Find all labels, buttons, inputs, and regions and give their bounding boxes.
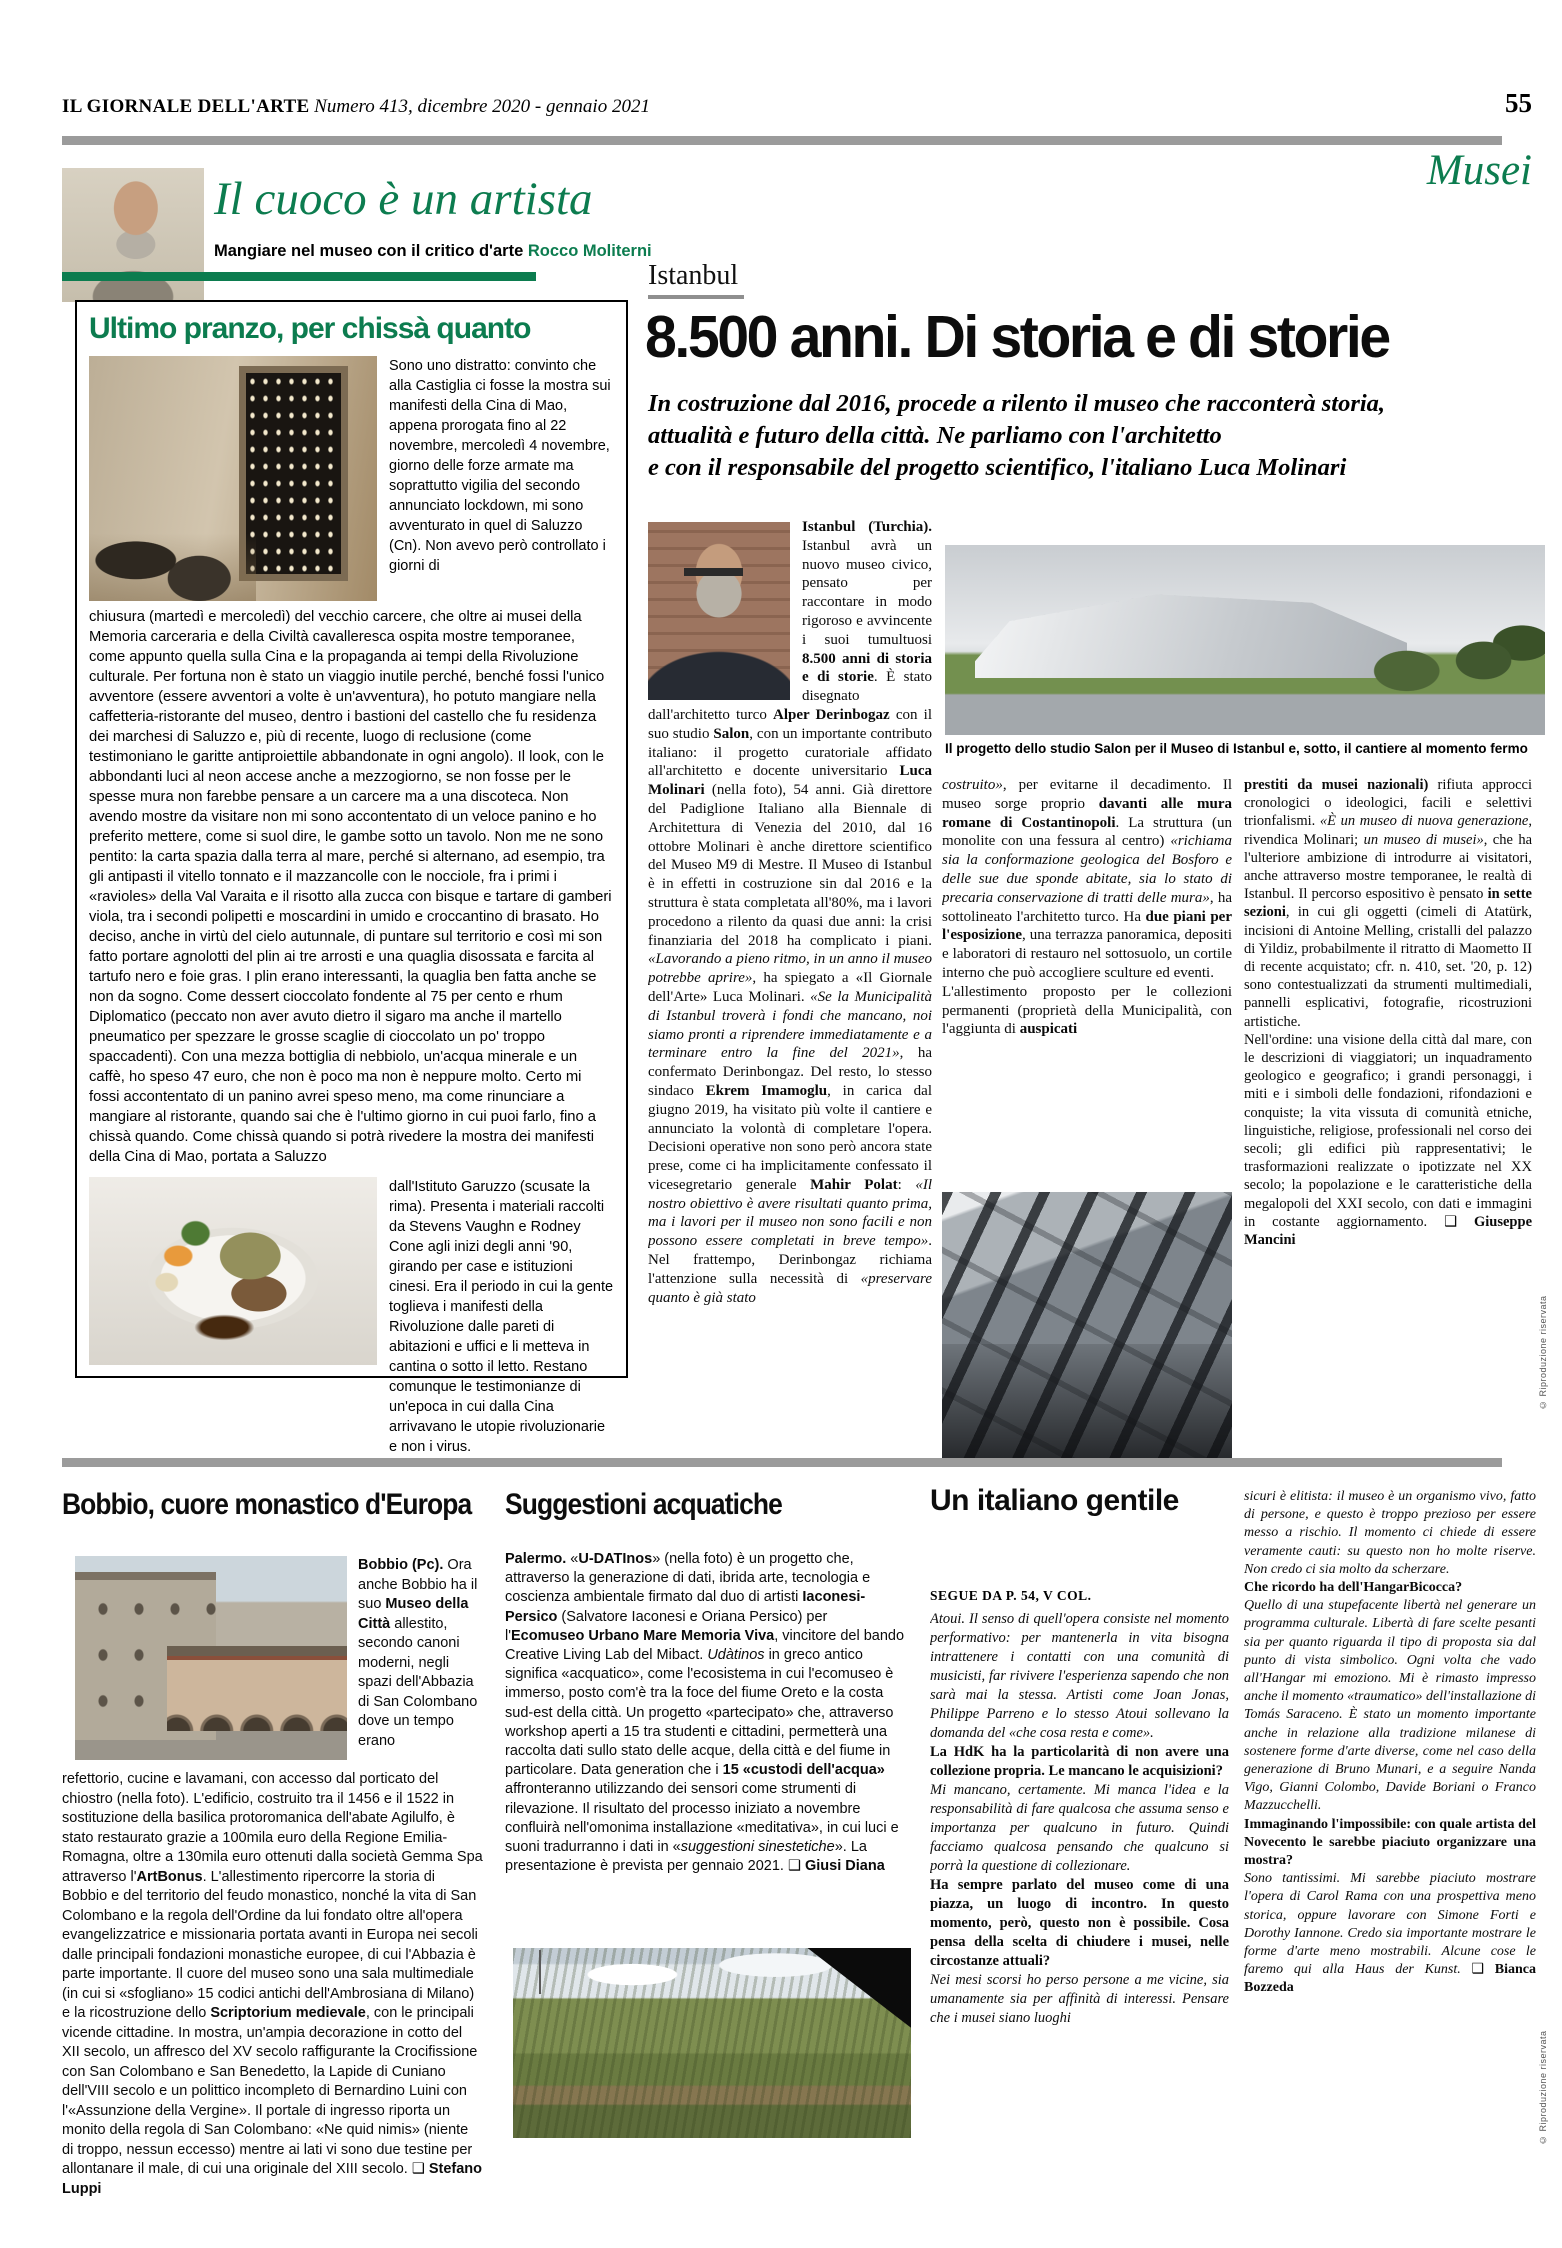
article-bottom-row	[89, 1177, 614, 1457]
bobbio-intro: Bobbio (Pc). Ora anche Bobbio ha il suo Museo della Città allestito, secondo canoni moderni, negli spazi dell'Abbazia di San Colombano dove un tempo erano	[358, 1557, 478, 1749]
copyright-notice: © Riproduzione riservata	[1538, 2030, 1548, 2145]
article-body: chiusura (martedì e mercoledì) del vecchio carcere, che oltre ai musei della Memoria carceraria e della Civiltà cavalleresca ospita mostre temporanee, come appunto quella sulla Cina e la propaganda ai tempi della Rivoluzione culturale. Per fortuna non è stato un viaggio inutile perché, benché fossi l'unico avventore (essere avventori a volte è un'avventura), ho potuto mangiare nella caffetteria-ristorante del museo, dentro i bastioni del castello che fu residenza dei marchesi di Saluzzo e, più di recente, luogo di reclusione (come testimoniano le garitte antiproiettile abbandonate in ogni angolo). Il look, con le abbondanti luci al neon accese anche a mezzogiorno, se non fosse per le spesse mura non farebbe pensare a un carcere ma a una discoteca. Non avendo mostre da visitare non mi sono accontentato di un veloce panino e ho preferito mettere, come si suol dire, le gambe sotto un tavolo. Non me ne sono pentito: la carta spazia dalla terra al mare, perché si alternano, ad esempio, tra gli antipasti il vitello tonnato e il mazzancolle con le nocciole, fra i primi i «ravioles» della Val Varaita e il risotto alla zucca con bisque e tartare di gamberi viola, tra i secondi polipetti e moscardini in umido e croccantino di brasato. Ho deciso, anche in virtù del cielo autunnale, di puntare sul territorio e così mi son fatto portare agnolotti del plin ai tre arrosti e una quaglia disossata e farcita al tartufo nero e foie gras. I plin erano interessanti, la quaglia ben fatta anche se non da sogno. Come dessert cioccolato fondente al 75 per cento e rhum Diplomatico (peccato non aver avuto dietro il sigaro ma anche il martello pneumatico per spezzare le grosse scaglie di cioccolato un po' troppo spaccadenti). Con una mezza bottiglia di nebbiolo, un'acqua minerale e un caffè, ho speso 47 euro, che non è poco ma non è neppure molto. Certo mi fossi accontentato di un panino avrei speso meno, ma come rinunciare a mangiare al ristorante, quando sai che è l'ultimo giorno in cui puoi farlo, fino a chissà quando. Come chissà quando si potrà rivedere la mostra dei manifesti della Cina di Mao, portata a Saluzzo	[89, 609, 612, 1165]
luca-molinari-photo	[648, 522, 790, 700]
bobbio-body: refettorio, cucine e lavamani, con accesso dal porticato del chiostro (nella foto). L'edificio, costruito tra il 1456 e il 1522 in sostituzione della basilica protoromanica dell'abate Agilulfo, è stato restaurato grazie a 100mila euro della Regione Emilia-Romagna, oltre a 130mila euro ottenuti dalla società Gemma Spa attraverso l'ArtBonus. L'allestimento ripercorre la storia di Bobbio e del territorio del feudo monastico, nonché la vita di San Colombano e la regola dell'Ordine da lui fondato oltre all'opera evangelizzatrice e missionaria portata avanti in Europa nei secoli dalle principali fondazioni monastiche europee, di cui l'Abbazia è parte importante. Il cuore del museo sono una sala multimediale (in cui si «sfogliano» 15 codici antichi dell'Ambrosiana di Milano) e la ricostruzione dello Scriptorium medievale, con le principali vicende cittadine. In mostra, un'ampia decorazione in cotto del XII secolo, un affresco del XV secolo raffigurante la Crocifissione con San Colombano e San Benedetto, la Lapide di Cuniano dell'VIII secolo e un polittico incompleto di Bernardino Luini con l'«Assunzione della Vergine». Il portale di ingresso riporta un monito della regola di San Colombano: «Ne quid nimis» (niente di troppo, nessun eccesso) mentre ai lati vi sono due testine per allontanare il male, di cui una originale del XIII secolo. ❑ Stefano Luppi	[62, 1771, 483, 2197]
section-label: Musei	[1426, 147, 1532, 194]
istanbul-column-3: prestiti da musei nazionali) rifiuta approcci cronologici o ideologici, facili e selettivi trionfalismi. «È un museo di nuova generazione, rivendica Molinari; un museo di musei», che ha l'ulteriore ambizione di introdurre ai visitatori, anche attraverso mostre temporanee, le realtà di Istanbul. Il percorso espositivo è pensato in sette sezioni, in cui gli oggetti (cimeli di Atatürk, incisioni di Antoine Melling, cristalli del palazzo di Yildiz, probabilmente il ritratto di Maometto II di recente acquistato; cfr. n. 410, set. '20, p. 12) sono contestualizzati da strumenti multimediali, pannelli esplicativi, fotografie, ricostruzioni artistiche. Nell'ordine: una visione della città dal mare, con le descrizioni di viaggiatori; un inquadramento geologico e geografico; i grandi personaggi, i miti e i simboli delle fondazioni, rifondazioni e conquiste; la vita vissuta di comunità etniche, linguistiche, religiose, professionali nel corso dei secoli; gli edifici più rappresentativi; le trasformazioni realizzate o ipotizzate nel XX secolo; la popolazione e le caratteristiche della megalopoli del XXI secolo, con dati e immagini in costante aggiornamento. ❑ Giuseppe Mancini	[1244, 777, 1532, 1249]
italiano-headline: Un italiano gentile	[930, 1484, 1179, 1517]
tagline-author: Rocco Moliterni	[527, 242, 652, 260]
ultimo-pranzo-article	[75, 300, 628, 1455]
kicker: Istanbul	[648, 260, 744, 299]
rocco-moliterni-photo	[62, 168, 204, 302]
dish-photo	[89, 1177, 377, 1365]
column-tagline	[214, 242, 652, 261]
tagline-text: Mangiare nel museo con il critico d'arte	[214, 242, 528, 260]
issue-info: Numero 413, dicembre 2020 - gennaio 2021	[309, 96, 650, 117]
italiano-column-2: sicuri è elitista: il museo è un organismo vivo, fatto di persone, e questo è troppo prezioso per essere messo a rischio. Il momento ci chiede di essere veramente cauti: su questo non ho molte riserve. Non credo ci sia molto da scherzare. Che ricordo ha dell'HangarBicocca? Quello di una stupefacente libertà nel generare un programma culturale. Libertà di fare scelte pesanti sia per quanto riguarda il tipo di proposta sia dal punto di vista simbolico. Ogni volta che vado all'Hangar mi emoziono. Mi è rimasto impresso anche il momento «traumatico» dell'installazione di Tomás Saraceno. È stato un momento importante anche in relazione alla tradizione milanese di sostenere forme d'arte diverse, come nel caso della generazione di Bruno Munari, e a seguire Nanda Vigo, Gianni Colombo, Davide Boriani o Franco Mazzucchelli. Immaginando l'impossibile: con quale artista del Novecento le sarebbe piaciuto organizzare una mostra? Sono tantissimi. Mi sarebbe piaciuto mostrare l'opera di Carol Rama con una prospettiva meno storica, oppure lavorare con Simone Forti e Dorothy Iannone. Credo sia importante mostrare le forme d'arte meno mostrabili. Alcune cose le faremo qui alla Haus der Kunst. ❑ Bianca Bozzeda	[1244, 1489, 1536, 1996]
abbey-cloister-photo	[75, 1556, 347, 1760]
restaurant-photo	[89, 356, 377, 601]
column-title: Il cuoco è un artista	[214, 173, 593, 225]
bobbio-headline: Bobbio, cuore monastico d'Europa	[62, 1488, 472, 1521]
green-rule	[62, 272, 536, 281]
oreto-river-photo	[513, 1948, 911, 2138]
column-text: Istanbul (Turchia). Istanbul avrà un nuovo museo civico, pensato per raccontare in modo rigoroso e avvincente i suoi tumultuosi 8.500 anni di storia e di storie. È stato disegnato dall'architetto turco Alper Derinbogaz con il suo studio Salon, con un importante contributo italiano: il progetto curatoriale affidato all'architetto e docente universitario Luca Molinari (nella foto), 54 anni. Già direttore del Padiglione Italiano alla Biennale di Architettura di Venezia del 2010, dal 16 ottobre Molinari è anche direttore scientifico del Museo M9 di Mestre. Il Museo di Istanbul è in effetti in costruzione sin dal 2016 e la struttura è stata completata all'80%, ma i lavori procedono a rilento da quasi due anni: la crisi finanziaria del 2018 ha complicato i piani. «Lavorando a pieno ritmo, in un anno il museo potrebbe aprire», ha spiegato a «Il Giornale dell'Arte» Luca Molinari. «Se la Municipalità di Istanbul troverà i fondi che mancano, noi siamo pronti a riprendere immediatamente e a terminare entro la fine del 2021», ha confermato Derinbongaz. Del resto, lo stesso sindaco Ekrem Imamoglu, in carica dal giugno 2019, ha visitato più volte il cantiere e annunciato la volontà di completare l'opera. Decisioni operative non sono però ancora state prese, come ci ha implicitamente confessato il vicesegretario generale Mahir Polat: «Il nostro obiettivo è avere risultati quanto prima, ma i lavori per il museo non sono facili e non possono essere completati in breve tempo». Nel frattempo, Derinbongaz richiama l'attenzione sulla necessità di «preservare quanto è già stato	[648, 519, 932, 1306]
paper-name: IL GIORNALE DELL'ARTE	[62, 96, 310, 117]
italiano-column-1: Atoui. Il senso di quell'opera consiste nel momento performativo: per mantenerla in vita bisogna intrattenere i contatti con una comunità di musicisti, far rivivere l'esperienza sapendo che non sarà mai la stessa. Artisti come Joan Jonas, Philippe Parreno e lo stesso Atoui sollevano la domanda del «che cosa resta e come». La HdK ha la particolarità di non avere una collezione propria. Le mancano le acquisizioni? Mi mancano, certamente. Mi manca l'idea e la responsabilità di fare qualcosa che assuma senso e importanza per qualcuno in futuro. Quindi facciamo qualcosa pensando che qualcuno si porrà la questione di collezionare. Ha sempre parlato del museo come di una piazza, un luogo di incontro. In questo momento, però, questo non è possibile. Cosa pensa della scelta di chiudere i musei, nelle circostanze attuali? Nei mesi scorsi ho perso persone a me vicine, sia umanamente sia per affinità di interessi. Pensare che i musei siano luoghi	[930, 1611, 1229, 2026]
suggestioni-body: Palermo. «U-DATInos» (nella foto) è un progetto che, attraverso la generazione di dati, ibrida arte, tecnologia e coscienza ambientale firmato dal duo di artisti Iaconesi-Persico (Salvatore Iaconesi e Oriana Persico) per l'Ecomuseo Urbano Mare Memoria Viva, vincitore del bando Creative Living Lab del Mibact. Udàtinos in greco antico significa «acquatico», come l'ecosistema in cui l'ecomuseo è immerso, posto com'è tra la foce del fiume Oreto e la costa sud-est della città. Un progetto «partecipato» che, attraverso workshop aperti a 15 tra studenti e cittadini, permetterà una raccolta dati sullo stato delle acque, della città e del fiume in particolare. Data generation che i 15 «custodi dell'acqua» affronteranno utilizzando dei sensori come strumenti di rilevazione. Il risultato del processo iniziato a novembre confluirà nell'omonima installazione «meditativa», in cui luci e suoni tradurranno i dati in «suggestioni sinestetiche». La presentazione è prevista per gennaio 2021. ❑ Giusi Diana	[505, 1551, 905, 1875]
photo-caption: Il progetto dello studio Salon per il Museo di Istanbul e, sotto, il cantiere al momento fermo	[945, 741, 1528, 756]
suggestioni-headline: Suggestioni acquatiche	[505, 1488, 782, 1521]
page-number: 55	[1505, 88, 1532, 118]
article-headline: Ultimo pranzo, per chissà quanto	[89, 312, 531, 345]
copyright-notice: © Riproduzione riservata	[1538, 1295, 1548, 1410]
continuation-note: SEGUE DA P. 54, V COL.	[930, 1588, 1092, 1603]
article-intro: Sono uno distratto: convinto che alla Castiglia ci fosse la mostra sui manifesti della Cina di Mao, appena prorogata fino al 22 novembre, mercoledì 4 novembre, giorno delle forze armate ma soprattutto vigilia del secondo annunciato lockdown, mi sono avventurato in quel di Saluzzo (Cn). Non avevo però controllato i giorni di	[389, 358, 611, 574]
construction-site-photo	[942, 1192, 1232, 1464]
article-body-continued: dall'Istituto Garuzzo (scusate la rima). Presenta i materiali raccolti da Stevens Vaughn e Rodney Cone agli inizi degli anni '90, girando per case e istituzioni cinesi. Era il periodo in cui la gente toglieva i manifesti della Rivoluzione dalle pareti di abitazioni e uffici e li metteva in cantina o sotto il letto. Restano comunque le testimonianze di un'epoca in cui dalla Cina arrivavano le utopie rivoluzionarie e non i virus.	[389, 1179, 614, 1455]
section-rule	[62, 1458, 1502, 1467]
main-headline: 8.500 anni. Di storia e di storie	[645, 304, 1389, 370]
museum-rendering-photo	[945, 545, 1545, 735]
standfirst: In costruzione dal 2016, procede a rilento il museo che racconterà storia, attualità e futuro della città. Ne parliamo con l'architetto e con il responsabile del progetto scientifico, l'italiano Luca Molinari	[648, 390, 1386, 481]
istanbul-column-2: costruito», per evitarne il decadimento. Il museo sorge proprio davanti alle mura romane di Costantinopoli. La struttura (un monolite con una fessura al centro) «richiama sia la conformazione geologica del Bosforo e delle sue due sponde abitate, sia lo stato di precaria conservazione di tratti delle mura», ha sottolineato l'architetto turco. Ha due piani per l'esposizione, una terrazza panoramica, depositi e laboratori di restauro nel sottosuolo, un cortile interno che può accogliere sculture ed eventi. L'allestimento proposto per le collezioni permanenti (proprietà della Municipalità, con l'aggiunta di auspicati	[942, 777, 1232, 1038]
masthead	[62, 96, 650, 118]
article-top-row	[89, 356, 614, 601]
header-rule	[62, 136, 1502, 145]
istanbul-column-1	[648, 518, 932, 1466]
